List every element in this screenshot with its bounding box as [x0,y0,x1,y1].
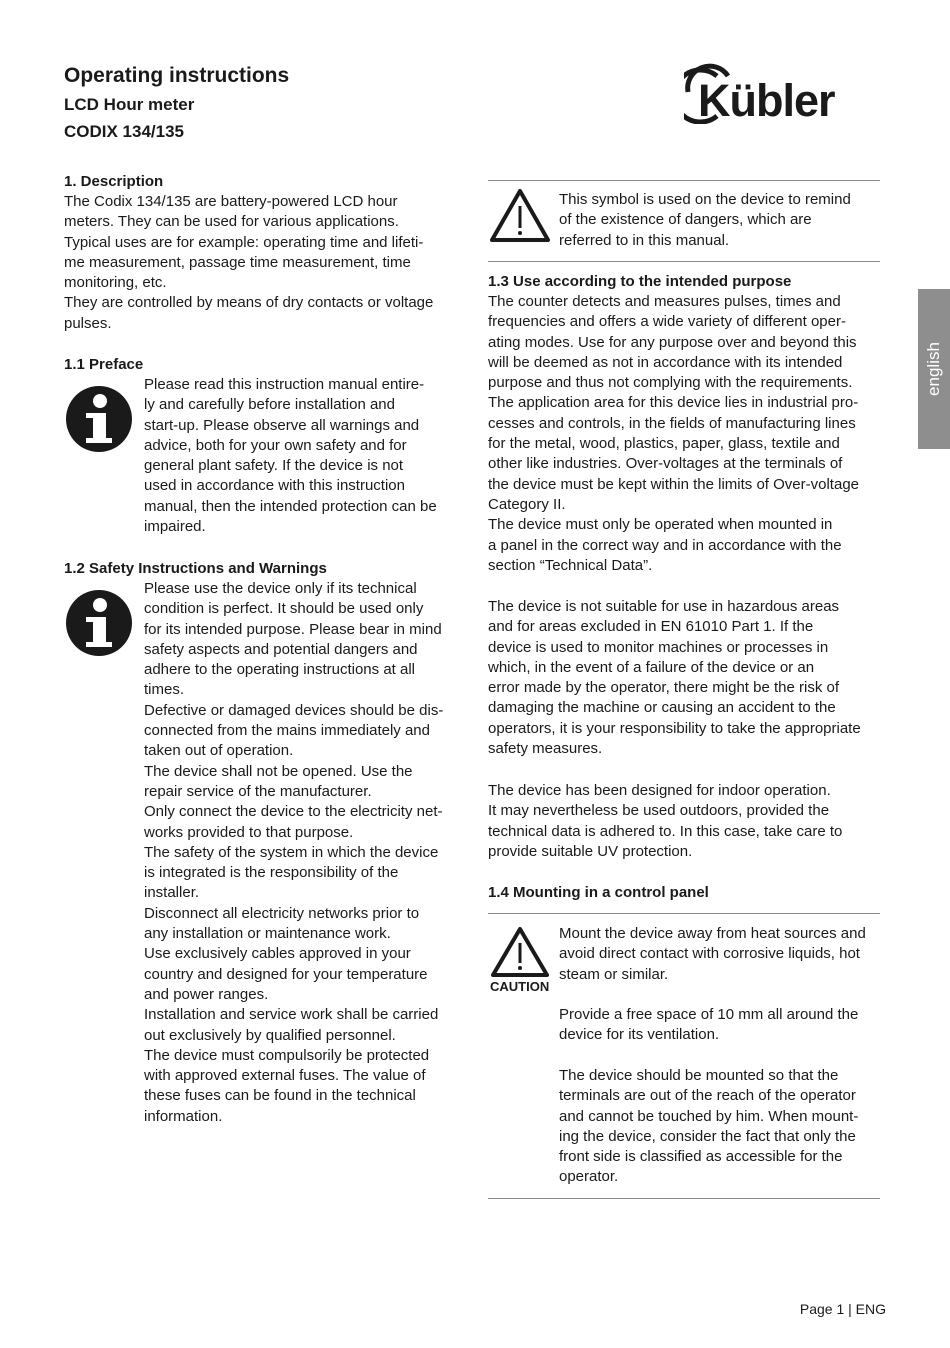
hazard-text [488,597,898,759]
text-line: front side is classified as accessible for the [559,1148,843,1166]
text-line: They are controlled by means of dry contacts or voltage [64,294,434,312]
caution-label: CAUTION [490,979,550,994]
text-line: times. [144,681,185,699]
divider [488,180,880,181]
text-line: The device is not suitable for use in hazardous areas [488,598,840,615]
warning-triangle-icon [489,188,551,249]
text-line: The device should be mounted so that the [559,1067,839,1084]
text-line: avoid direct contact with corrosive liquids, hot [559,945,860,963]
text-line: Disconnect all electricity networks prior to [144,904,420,922]
indoor-text [488,781,898,862]
text-line: meters. They can be used for various applications. [64,213,399,231]
text-line: adhere to the operating instructions at all [144,661,416,679]
text-line: The application area for this device lies in industrial pro- [488,394,859,412]
brand-text: Kübler [698,75,835,124]
kubler-logo [684,62,884,124]
text-line: is integrated is the responsibility of the [144,864,399,882]
text-line: Installation and service work shall be carried [144,1006,439,1024]
text-line: The device must compulsorily be protected [144,1046,430,1064]
text-line: The device shall not be opened. Use the [144,762,413,780]
text-line: damaging the machine or causing an accident to the [488,699,836,717]
text-line: The counter detects and measures pulses, times and [488,293,841,310]
text-line: The safety of the system in which the device [144,843,439,861]
text-line: general plant safety. If the device is not [144,457,404,475]
divider [488,913,880,914]
text-line: any installation or maintenance work. [144,925,391,943]
text-line: Please read this instruction manual entire- [144,376,425,393]
text-line: ing the device, consider the fact that only the [559,1127,856,1145]
model-name: CODIX 134/135 [64,122,185,141]
text-line: section “Technical Data”. [488,556,653,574]
language-tab[interactable] [918,289,950,449]
text-line: frequencies and offers a wide variety of different oper- [488,313,846,331]
page-title: Operating instructions [64,64,290,87]
text-line: used in accordance with this instruction [144,477,405,495]
text-line: The Codix 134/135 are battery-powered LCD hour [64,193,398,210]
text-line: It may nevertheless be used outdoors, provided the [488,802,830,820]
caution-triangle-icon [489,926,551,983]
text-line: other like industries. Over-voltages at the terminals of [488,455,843,473]
text-line: Provide a free space of 10 mm all around the [559,1006,859,1023]
text-line: terminals are out of the reach of the operator [559,1087,856,1105]
text-line: the device must be kept within the limits of Over-voltage [488,475,860,493]
text-line: with approved external fuses. The value of [144,1067,426,1085]
description-heading: 1. Description [64,173,164,190]
text-line: technical data is adhered to. In this case, take care to [488,822,843,840]
text-line: installer. [144,884,200,902]
text-line: Only connect the device to the electricity net- [144,803,443,821]
text-line: repair service of the manufacturer. [144,782,372,800]
text-line: The device has been designed for indoor operation. [488,782,831,799]
preface-text [144,375,464,537]
warning-text [559,190,889,251]
mounting-text-3 [559,1066,889,1188]
text-line: for the metal, wood, plastics, paper, glass, textile and [488,435,840,453]
text-line: and power ranges. [144,985,269,1003]
page-number: Page 1 | ENG [799,1301,886,1317]
text-line: and cannot be touched by him. When mount- [559,1107,859,1125]
text-line: device for its ventilation. [559,1026,720,1044]
info-icon [64,588,134,663]
text-line: taken out of operation. [144,742,294,760]
text-line: Typical uses are for example: operating time and lifeti- [64,233,424,251]
text-line: Mount the device away from heat sources and [559,925,866,942]
mounting-text-2 [559,1005,889,1046]
description-text [64,192,464,334]
divider [488,1198,880,1199]
text-line: me measurement, passage time measurement, time [64,253,411,271]
mounting-text-1 [559,924,889,985]
text-line: safety aspects and potential dangers and [144,640,418,658]
info-icon [64,384,134,459]
text-line: start-up. Please observe all warnings and [144,416,420,434]
text-line: provide suitable UV protection. [488,842,693,860]
preface-heading: 1.1 Preface [64,356,144,373]
text-line: which, in the event of a failure of the device or an [488,658,815,676]
text-line: purpose and thus not complying with the requirements. [488,374,853,392]
text-line: ating modes. Use for any purpose over and beyond this [488,333,857,351]
text-line: manual, then the intended protection can be [144,497,437,515]
text-line: condition is perfect. It should be used only [144,600,424,618]
text-line: country and designed for your temperature [144,965,428,983]
text-line: This symbol is used on the device to remind [559,191,851,208]
text-line: Category II. [488,495,566,513]
language-tab-label: english [924,342,943,396]
text-line: steam or similar. [559,965,669,983]
text-line: a panel in the correct way and in accordance with the [488,536,842,554]
text-line: monitoring, etc. [64,274,167,292]
safety-text [144,579,464,1127]
text-line: of the existence of dangers, which are [559,211,812,229]
text-line: error made by the operator, there might be the risk of [488,679,840,697]
text-line: pulses. [64,314,112,332]
text-line: operator. [559,1168,619,1186]
text-line: connected from the mains immediately and [144,722,430,740]
text-line: information. [144,1107,223,1125]
text-line: will be deemed as not in accordance with its intended [488,353,843,371]
text-line: works provided to that purpose. [144,823,354,841]
text-line: ly and carefully before installation and [144,396,395,414]
text-line: operators, it is your responsibility to take the appropriate [488,719,861,737]
text-line: advice, both for your own safety and for [144,436,407,454]
use-heading: 1.3 Use according to the intended purpose [488,273,792,290]
text-line: out exclusively by qualified personnel. [144,1026,396,1044]
text-line: The device must only be operated when mounted in [488,516,833,534]
text-line: Please use the device only if its technical [144,580,417,597]
text-line: cesses and controls, in the fields of manufacturing lines [488,414,856,432]
text-line: Use exclusively cables approved in your [144,945,411,963]
text-line: impaired. [144,518,206,536]
text-line: referred to in this manual. [559,231,730,249]
safety-heading: 1.2 Safety Instructions and Warnings [64,560,327,577]
page-subtitle: LCD Hour meter [64,95,195,114]
text-line: and for areas excluded in EN 61010 Part 1. If the [488,618,814,636]
text-line: safety measures. [488,740,603,758]
text-line: for its intended purpose. Please bear in mind [144,620,442,638]
mounting-heading: 1.4 Mounting in a control panel [488,884,709,901]
text-line: device is used to monitor machines or processes in [488,638,829,656]
text-line: Defective or damaged devices should be dis- [144,701,444,719]
text-line: these fuses can be found in the technical [144,1087,416,1105]
use-text [488,292,898,576]
divider [488,261,880,262]
